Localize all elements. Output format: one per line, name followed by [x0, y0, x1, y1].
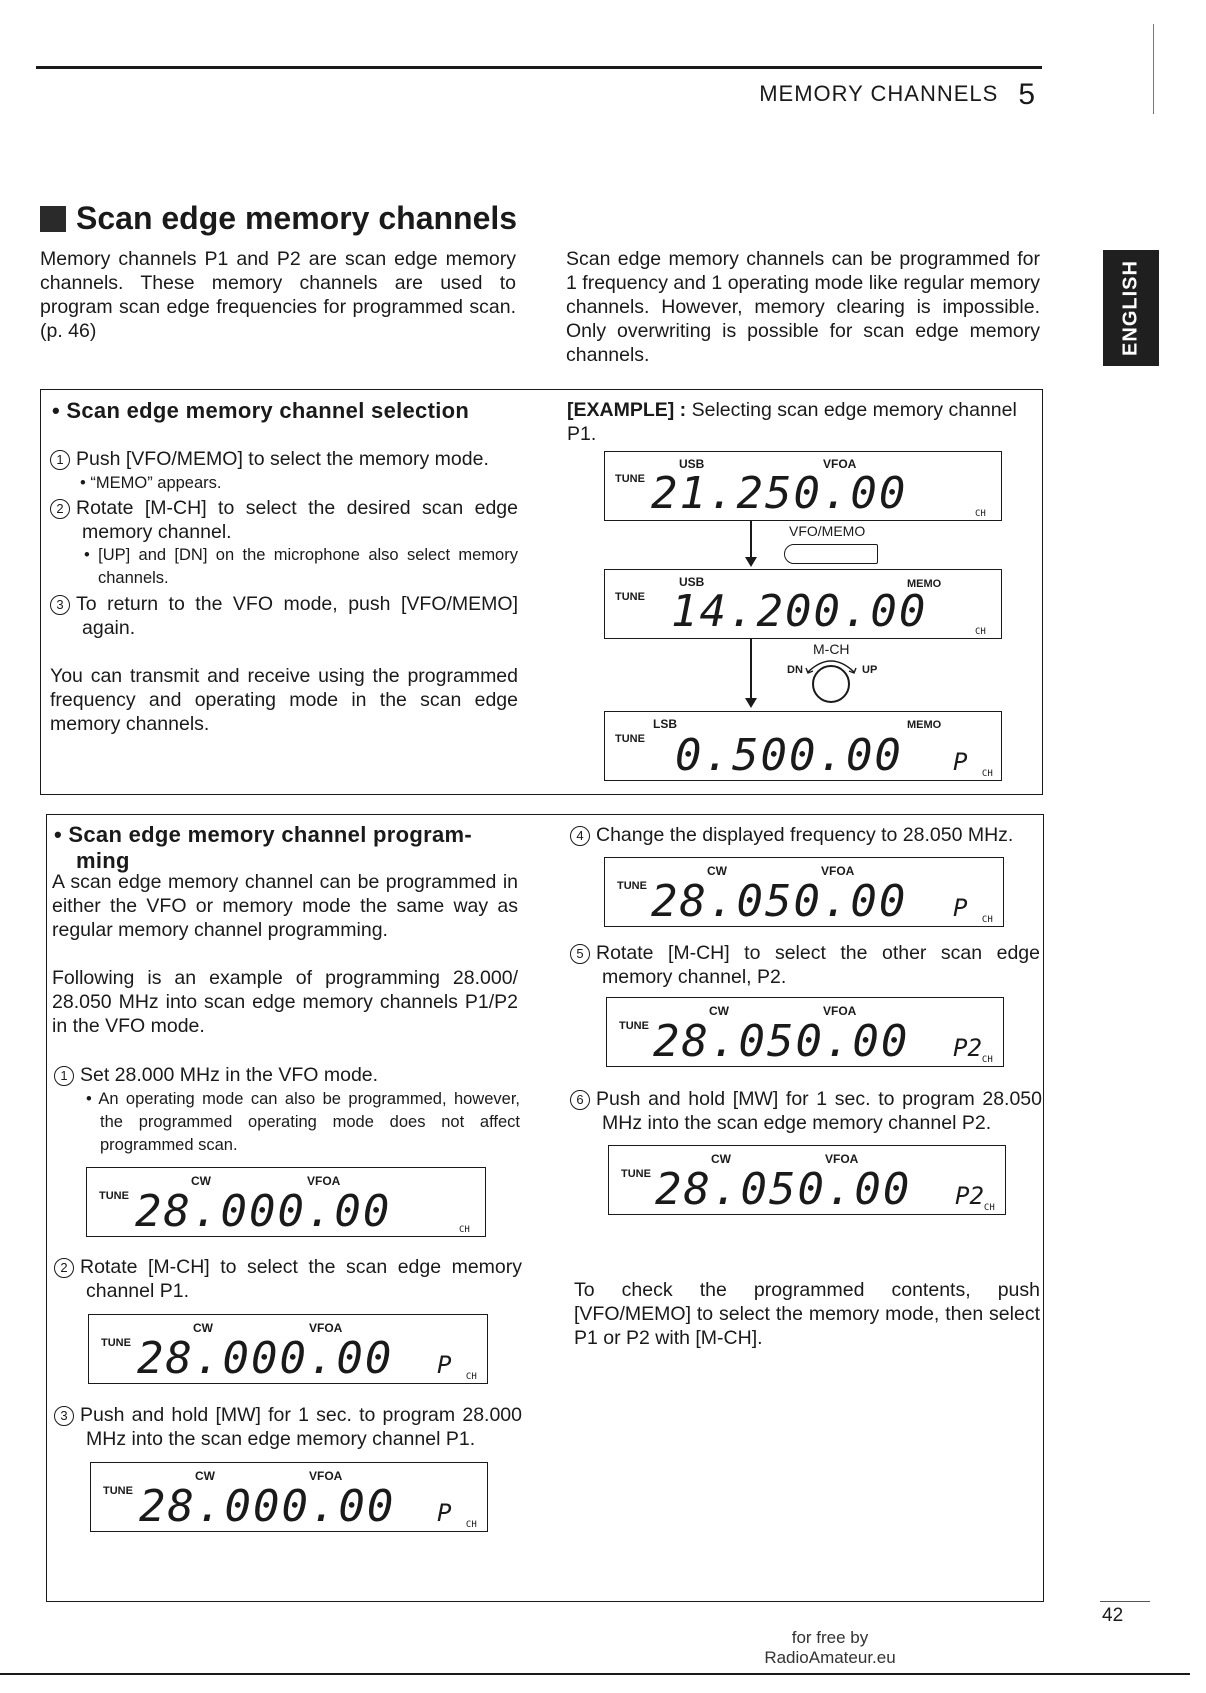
lcd-channel: [459, 1206, 470, 1242]
programming-step-1-note: • An operating mode can also be programmed, however, the programmed operating mode does not affect programmed scan.: [86, 1090, 520, 1154]
lcd-frequency: 28.000.00: [137, 1333, 394, 1384]
lcd-mode: CW: [193, 1321, 213, 1335]
lcd-channel: [953, 1036, 993, 1072]
lcd-channel-sub: CH: [465, 1519, 477, 1530]
lcd-vfo: VFOA: [307, 1174, 341, 1188]
step-text: Rotate [M-CH] to select the scan edge memory channel P1.: [80, 1256, 522, 1302]
language-tab-label: ENGLISH: [1119, 260, 1142, 356]
lcd-tune: TUNE: [615, 591, 645, 603]
step-number-icon: 2: [54, 1258, 74, 1278]
example-caption: [567, 398, 1037, 446]
arrow-line-1: [750, 521, 752, 561]
lcd-channel-sub: CH: [981, 1054, 993, 1065]
lcd-channel-value: P: [437, 1499, 452, 1527]
selection-step-2: [50, 496, 518, 544]
programming-text-2: Following is an example of programming 28.000/ 28.050 MHz into scan edge memory channels P1/P2 in the VFO mode.: [52, 967, 518, 1037]
lcd-channel-value: P: [437, 1351, 452, 1379]
programming-step-4: [570, 823, 1040, 847]
lcd-tune: TUNE: [617, 880, 647, 892]
lcd-vfo: VFOA: [821, 864, 855, 878]
header-rule: [36, 66, 1042, 69]
lcd-channel: [953, 896, 993, 932]
lcd-channel-sub: CH: [983, 1202, 995, 1213]
selection-step-3: [50, 592, 518, 640]
lcd-channel: [437, 1353, 477, 1389]
lcd-frequency: 28.050.00: [651, 876, 908, 927]
step-number-icon: 5: [570, 944, 590, 964]
note-text: [UP] and [DN] on the microphone also select memory channels.: [98, 546, 518, 587]
lcd-mode: CW: [711, 1152, 731, 1166]
step-text: Rotate [M-CH] to select the other scan edge memory channel, P2.: [596, 942, 1040, 988]
lcd-frequency: 28.000.00: [135, 1186, 392, 1237]
lcd-display-7: [604, 857, 1004, 927]
step-number-icon: 2: [50, 499, 70, 519]
lcd-vfo: VFOA: [823, 1004, 857, 1018]
step-text: Push and hold [MW] for 1 sec. to program 28.050 MHz into the scan edge memory channel P2.: [596, 1088, 1042, 1134]
lcd-mode: CW: [707, 864, 727, 878]
lcd-display-5: [88, 1314, 488, 1384]
example-label: [EXAMPLE] :: [567, 399, 687, 421]
mch-dial-icon: [800, 656, 862, 708]
running-header: [759, 78, 1036, 112]
section-title: [40, 200, 517, 237]
dial-up-label: UP: [862, 664, 878, 676]
lcd-channel-value: P: [953, 894, 968, 922]
selection-heading-text: Scan edge memory channel selection: [66, 398, 470, 423]
step-text: Push and hold [MW] for 1 sec. to program 28.000 MHz into the scan edge memory channel P1.: [80, 1404, 522, 1450]
programming-step-2: [54, 1255, 522, 1303]
lcd-memo: MEMO: [907, 719, 942, 731]
vfomemo-key-label: VFO/MEMO: [789, 523, 866, 539]
programming-heading-line2: ming: [76, 848, 130, 873]
lcd-tune: TUNE: [103, 1485, 133, 1497]
lcd-display-2: [604, 569, 1002, 639]
lcd-mode: CW: [195, 1469, 215, 1483]
language-tab: [1103, 250, 1159, 366]
lcd-display-1: [604, 451, 1002, 521]
lcd-mode: USB: [679, 575, 705, 589]
lcd-vfo: VFOA: [309, 1321, 343, 1335]
lcd-channel-value: P2: [953, 1034, 982, 1062]
lcd-tune: TUNE: [619, 1020, 649, 1032]
arrow-down-icon: [745, 557, 757, 567]
lcd-mode: USB: [679, 457, 705, 471]
step-text: Change the displayed frequency to 28.050 MHz.: [596, 824, 1014, 846]
lcd-tune: TUNE: [615, 733, 645, 745]
lcd-tune: TUNE: [99, 1190, 129, 1202]
selection-step-1-note: • “MEMO” appears.: [80, 474, 222, 492]
lcd-display-8: [606, 997, 1004, 1067]
programming-text-1: A scan edge memory channel can be programmed in either the VFO or memory mode the same way as regular memory channel programming.: [52, 871, 518, 941]
lcd-display-9: [608, 1145, 1006, 1215]
step-number-icon: 3: [50, 595, 70, 615]
arrow-line-2: [750, 639, 752, 701]
lcd-vfo: VFOA: [309, 1469, 343, 1483]
lcd-channel-sub: CH: [981, 768, 993, 779]
footer-credit: [730, 1628, 930, 1668]
lcd-frequency: 14.200.00: [671, 586, 928, 637]
section-square-icon: [40, 206, 66, 232]
margin-line: [1153, 24, 1154, 114]
lcd-frequency: 21.250.00: [651, 468, 908, 519]
programming-step-3: [54, 1403, 522, 1451]
example-text: Selecting scan edge memory channel P1.: [567, 399, 1017, 445]
lcd-mode: LSB: [653, 717, 677, 731]
step-number-icon: 1: [50, 450, 70, 470]
step-text: Set 28.000 MHz in the VFO mode.: [80, 1064, 379, 1086]
programming-step-1: [54, 1063, 520, 1087]
arrow-down-icon: [745, 698, 757, 708]
lcd-channel-sub: CH: [465, 1371, 477, 1382]
selection-closing: You can transmit and receive using the programmed frequency and operating mode in the scan edge memory channels.: [50, 665, 518, 735]
intro-left: Memory channels P1 and P2 are scan edge memory channels. These memory channels are used to program scan edge frequencies for programmed scan. (p. 46): [40, 248, 516, 342]
step-text: Push [VFO/MEMO] to select the memory mode.: [76, 448, 489, 470]
step-number-icon: 4: [570, 826, 590, 846]
section-title-text: Scan edge memory channels: [76, 200, 518, 236]
lcd-vfo: VFOA: [823, 457, 857, 471]
step-number-icon: 1: [54, 1066, 74, 1086]
selection-heading: [52, 398, 469, 424]
note-text: An operating mode can also be programmed, however, the programmed operating mode does not affect programmed scan.: [98, 1090, 520, 1154]
lcd-channel-value: P2: [955, 1182, 984, 1210]
lcd-vfo: VFOA: [825, 1152, 859, 1166]
bullet-icon: •: [52, 398, 67, 423]
programming-closing: To check the programmed contents, push [VFO/MEMO] to select the memory mode, then select P1 or P2 with [M-CH].: [574, 1279, 1040, 1349]
lcd-mode: CW: [709, 1004, 729, 1018]
lcd-display-6: [90, 1462, 488, 1532]
lcd-channel: [975, 608, 986, 644]
lcd-channel-sub: CH: [459, 1224, 470, 1235]
bullet-icon: •: [54, 822, 69, 847]
lcd-channel: [975, 490, 986, 526]
lcd-channel-sub: CH: [975, 626, 986, 637]
step-text: Rotate [M-CH] to select the desired scan edge memory channel.: [76, 497, 518, 543]
selection-step-1: [50, 447, 518, 471]
chapter-number: 5: [1018, 78, 1036, 111]
programming-heading-line1: Scan edge memory channel program-: [68, 822, 472, 847]
note-text: “MEMO” appears.: [90, 474, 222, 492]
lcd-channel-sub: CH: [975, 508, 986, 519]
selection-step-2-note: • [UP] and [DN] on the microphone also select memory channels.: [84, 546, 518, 587]
lcd-channel: [437, 1501, 477, 1537]
lcd-channel-value: P: [953, 748, 968, 776]
programming-heading: [54, 822, 528, 874]
lcd-mode: CW: [191, 1174, 211, 1188]
lcd-frequency: 28.000.00: [139, 1481, 396, 1532]
programming-step-5: [570, 941, 1040, 989]
lcd-channel-sub: CH: [981, 914, 993, 925]
lcd-tune: TUNE: [615, 473, 645, 485]
page-number-rule: [1100, 1601, 1150, 1602]
lcd-display-4: [86, 1167, 486, 1237]
lcd-frequency: 28.050.00: [655, 1164, 912, 1215]
dial-dn-label: DN: [787, 664, 803, 676]
lcd-channel: [955, 1184, 995, 1220]
lcd-tune: TUNE: [621, 1168, 651, 1180]
lcd-tune: TUNE: [101, 1337, 131, 1349]
lcd-memo: MEMO: [907, 578, 942, 590]
page-number: 42: [1102, 1605, 1124, 1626]
footer-line-1: for free by: [791, 1628, 869, 1647]
footer-link[interactable]: RadioAmateur.eu: [764, 1648, 896, 1667]
lcd-channel: [953, 750, 993, 786]
step-text: To return to the VFO mode, push [VFO/MEMO] again.: [76, 593, 518, 639]
lcd-display-3: [604, 711, 1002, 781]
mch-dial-label: M-CH: [813, 641, 850, 657]
header-section: MEMORY CHANNELS: [759, 81, 999, 106]
step-number-icon: 6: [570, 1090, 590, 1110]
lcd-frequency: 0.500.00: [675, 730, 903, 781]
step-number-icon: 3: [54, 1406, 74, 1426]
bottom-rule: [0, 1673, 1190, 1675]
programming-step-6: [570, 1087, 1042, 1135]
lcd-frequency: 28.050.00: [653, 1016, 910, 1067]
vfomemo-key-icon: [784, 544, 878, 564]
intro-right: Scan edge memory channels can be programmed for 1 frequency and 1 operating mode like regular memory channels. However, memory clearing is impossible. Only overwriting is possible for scan edge memory channels.: [566, 248, 1040, 366]
